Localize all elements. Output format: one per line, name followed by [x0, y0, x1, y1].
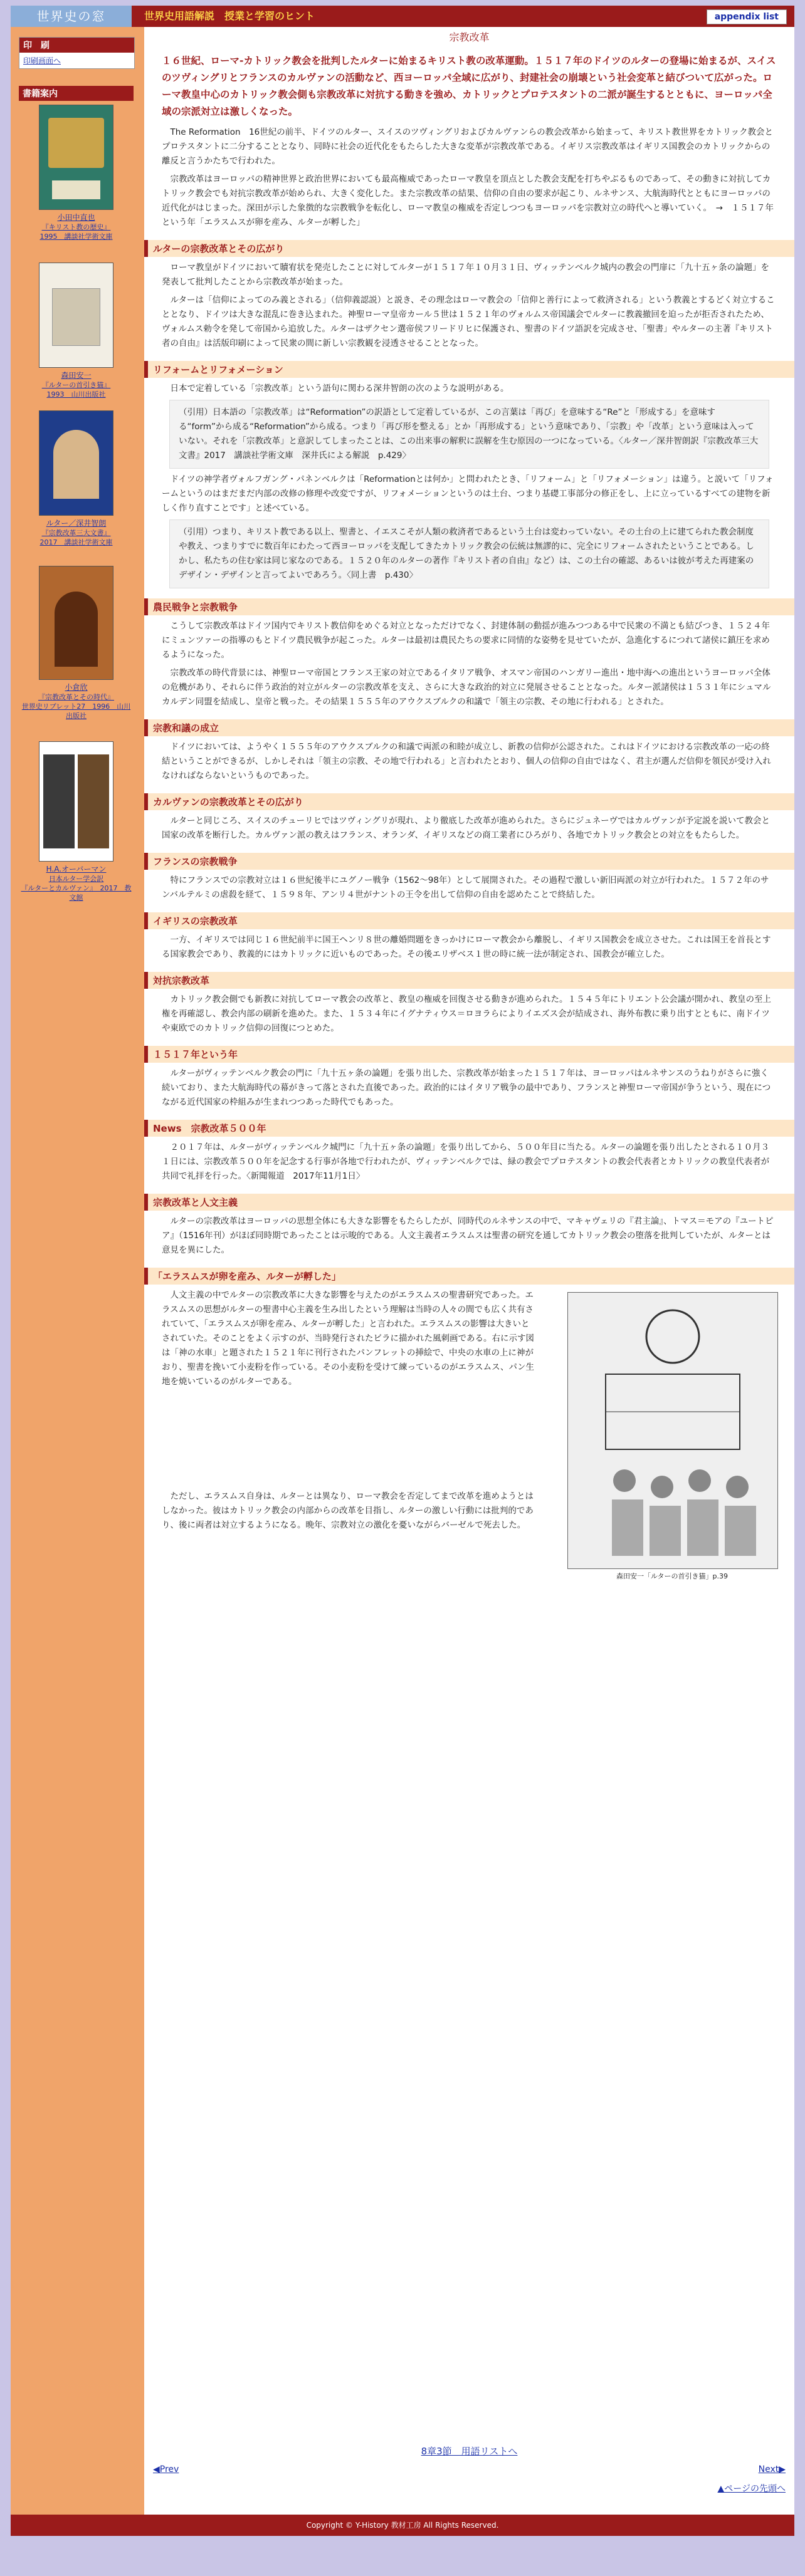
section-heading: １５１７年という年 [144, 1046, 794, 1063]
section-paragraph: ２０１７年は、ルターがヴィッテンベルク城門に「九十五ヶ条の論題」を張り出してから、５００年目に当たる。ルターの論題を張り出したとされる１０月３１日には、宗教改革５００年を記念する行事が各地で行われたが、ヴィッテンベルクでは、緑の教会でプロテスタントの教会代表者とカトリックの教皇代表者が共同で礼拝を行った。〈新聞報道 2017年11月1日〉 [162, 1142, 770, 1181]
sidebar [11, 27, 144, 2515]
book-title[interactable]: 小倉欣 [65, 683, 88, 692]
figure-text-column [144, 1288, 554, 1533]
back-to-top-link[interactable]: ▲ページの先頭へ [717, 2484, 786, 2494]
woodcut-figure [567, 1292, 777, 1582]
book-publisher[interactable]: 1993 山川出版社 [46, 390, 106, 399]
chapter-list-link[interactable] [144, 2444, 794, 2458]
book-item[interactable] [19, 410, 134, 547]
book-title[interactable]: 小田中直也 [57, 213, 95, 222]
section-paragraph: ドイツの神学者ヴォルフガング・パネンベルクは「Reformationとは何か」と問われたとき、「リフォーム」と「リフォメーション」は違う。と説いて「リフォームというのはまだまだ内部の改修の修理や改変ですが、リフォメーションというのは土台、つまり基礎工事部分の修正をし、上に立っているすべての建物を新しく作り直すことです」と述べている。 [162, 474, 774, 513]
section-paragraph: ルターと同じころ、スイスのチューリヒではツヴィングリが現れ、より徹底した改革が進められた。さらにジュネーヴではカルヴァンが予定説を説いて教会と国家の改革を断行した。カルヴァン派の教えはフランス、オランダ、イギリスなどの商工業者にひろがり、各地でカトリック教会との対立をもたらした。 [162, 816, 770, 840]
print-box [19, 37, 135, 69]
figure-section [144, 1288, 794, 1580]
section-heading: カルヴァンの宗教改革とその広がり [144, 793, 794, 810]
chapter-list-anchor[interactable]: 8章3節 用語リストへ [421, 2446, 518, 2457]
section-paragraph: ルターの宗教改革はヨーロッパの思想全体にも大きな影響をもたらしたが、同時代のルネサンスの中で、マキャヴェリの『君主論』、トマス＝モアの『ユートピア』（1516年刊）がほぼ同時期であったことは示唆的である。人文主義者エラスムスは聖書の研究を通してカトリック教会の堕落を批判していたが、ルターとは意見を異にした。 [162, 1216, 774, 1255]
section-heading: 農民戦争と宗教戦争 [144, 598, 794, 615]
book-cover-image[interactable] [39, 566, 113, 680]
book-cover-image[interactable] [39, 410, 113, 516]
section-paragraph: 日本で定着している「宗教改革」という語句に関わる深井智朗の次のような説明がある。 [170, 383, 509, 394]
print-link[interactable]: 印刷画面へ [23, 56, 61, 65]
book-subtitle[interactable]: 日本ルター学会訳 [48, 875, 104, 883]
appendix-list-button[interactable]: appendix list [707, 9, 787, 24]
section-paragraph: ルターは「信仰によってのみ義とされる」（信仰義認説）と説き、その理念はローマ教会の「信仰と善行によって救済される」という教義とするどく対立することとなり、ドイツは大きな混乱に巻き込まれた。神聖ローマ皇帝カール５世は１５２１年のヴォルムス帝国議会でルターに教義撤回を迫ったが拒否されたため、ヴォルムス勅令を発して帝国から追放した。ルターはザクセン選帝侯フリードリヒに保護され、聖書のドイツ語訳を完成させ、「聖書」やルターの主著『キリスト者の自由』は活版印刷によって民衆の間に新しい宗教観を浸透させることとなった。 [162, 295, 775, 348]
page-title: 宗教改革 [449, 31, 490, 43]
prev-link[interactable]: ◀Prev [153, 2464, 179, 2474]
book-title[interactable]: 森田安一 [61, 371, 92, 380]
book-item[interactable] [19, 105, 134, 241]
print-heading: 印 刷 [19, 38, 134, 53]
section-paragraph: ただし、エラスムス自身は、ルターとは異なり、ローマ教会を否定してまで改革を進めようとはしなかった。彼はカトリック教会の内部からの改革を目指し、ルターの激しい行動には批判的であり、後に両者は対立するようになる。晩年、宗教対立の激化を憂いながらバーゼルで死去した。 [162, 1491, 534, 1530]
books-heading: 書籍案内 [19, 86, 134, 101]
section-heading: 宗教和議の成立 [144, 719, 794, 736]
section-heading: イギリスの宗教改革 [144, 912, 794, 929]
intro-paragraph: 宗教改革はヨーロッパの精神世界と政治世界においても最高権威であったローマ教皇を頂点とした教会支配を打ちやぶるものであって、その動きに対抗してカトリック教会でも対抗宗教改革が始められ、大きく変化した。また宗教改革の結果、信仰の自由の要求が起こり、ルネサンス、大航海時代とともにヨーロッパの近代化がはじまった。深田が示した象徴的な宗教戦争を転化し、ローマ教皇の権威を否定しつつもヨーロッパを宗教対立の時代へと導いていく。 → １５１７年という年「エラスムスが卵を産み、ルターが孵した」 [162, 174, 774, 227]
section-paragraph: ローマ教皇がドイツにおいて贖宥状を発売したことに対してルターが１５１７年１０月３１日、ヴィッテンベルク城内の教会の門扉に「九十五ヶ条の論題」を発表して批判したことから宗教改革が始まった。 [162, 263, 770, 287]
section-heading: フランスの宗教戦争 [144, 853, 794, 870]
lead-summary: １６世紀、ローマ-カトリック教会を批判したルターに始まるキリスト教の改革運動。１５１７年のドイツのルターの登場に始まるが、スイスのツヴィングリとフランスのカルヴァンの活動など、西ヨーロッパ全域に広がり、封建社会の崩壊という社会変革と結びついて広がった。ローマ教皇中心のカトリック教会側も宗教改革に対抗する動きを強め、カトリックとプロテスタントの二派が誕生するとともに、ヨーロッパ全域の宗派対立は激しくなった。 [162, 55, 776, 117]
book-publisher[interactable]: 世界史リブレット27 1996 山川出版社 [21, 702, 131, 720]
quote-block: （引用）日本語の「宗教改革」は“Reformation”の訳語として定着しているが、この言葉は「再び」を意味する“Re”と「形成する」を意味する“form”から成る“Reformation”から成る。つまり「再び形を整える」とか「再形成する」という意味であり、「宗教」や「改革」という意味は入っていない。それを「宗教改革」と意訳してしまったことは、この出来事の解釈に誤解を生む原因の一つになっている。〈ルター／深井智朗訳『宗教改革三大文書』2017 講談社学術文庫 深井氏による解説 p.429〉 [169, 400, 769, 469]
book-cover-image[interactable] [39, 741, 113, 862]
section-title: 世界史用語解説 授業と学習のヒント [144, 10, 315, 22]
book-subtitle[interactable]: 『ルターの首引き猫』 [41, 381, 111, 389]
section-paragraph: こうして宗教改革はドイツ国内でキリスト教信仰をめぐる対立となっただけでなく、封建体制の動揺が進みつつある中で民衆の不満とも結びつき、１５２４年にミュンツァーの指導のもとドイツ農民戦争が起こった。ルターは最初は農民たちの要求に同情的な姿勢を見せていたが、急進化するにつれて諸侯に鎮圧を求めるようになった。 [162, 621, 770, 660]
book-item[interactable] [19, 566, 134, 721]
book-subtitle[interactable]: 『キリスト教の歴史』 [41, 223, 111, 231]
book-title[interactable]: H.A.オーバーマン [46, 865, 107, 873]
book-item[interactable] [19, 263, 134, 399]
footer [11, 2515, 794, 2536]
book-publisher[interactable]: 1995 講談社学術文庫 [39, 232, 113, 241]
section-heading: 対抗宗教改革 [144, 972, 794, 989]
book-publisher[interactable]: 『ルターとカルヴァン』 2017 教文館 [21, 884, 132, 902]
section-heading: 「エラスムスが卵を産み、ルターが孵した」 [144, 1268, 794, 1285]
section-paragraph: 人文主義の中でルターの宗教改革に大きな影響を与えたのがエラスムスの聖書研究であった。エラスムスの思想がルターの聖書中心主義を生み出したという理解は当時の人々の間でも広く共有されていて、「エラスムスが卵を産み、ルターが孵した」と言われた。エラスムスの影響は大きいとされていた。そのことをよく示すのが、当時発行されたビラに描かれた風刺画である。右に示す図は「神の水車」と題された１５２１年に刊行されたパンフレットの挿絵で、中央の水車の上に神がおり、聖書を挽いて小麦粉を作っている。その小麦粉を受けて練っているのがエラスムス、パン生地を焼いているのがルターである。 [162, 1290, 534, 1387]
book-publisher[interactable]: 2017 講談社学術文庫 [39, 538, 113, 546]
quote-block: （引用）つまり、キリスト教である以上、聖書と、イエスこそが人類の救済者であるという土台は変わっていない。その土台の上に建てられた教会制度や教え、つまりすでに数百年にわたって西ヨーロッパを支配してきたカトリック教会の伝統は無謬的に、完全にリフォームされたということである。しかし、私たちの住む家は同じ家なのである。１５２０年のルターの著作『キリスト者の自由』など）は、この土台の確認、あるいは彼が考えた再建案のデザイン・デザインと言ってよいであろう。〈同上書 p.430〉 [169, 519, 769, 588]
section-paragraph: 特にフランスでの宗教対立は１６世紀後半にユグノー戦争（1562〜98年）として展開された。その過程で激しい新旧両派の対立が行われた。１５７２年のサンバルテルミの虐殺を経て、１５９８年、アンリ４世がナントの王令を出して信仰の自由を認めたことで終結した。 [162, 875, 769, 900]
intro-paragraph: The Reformation 16世紀の前半、ドイツのルター、スイスのツヴィングリおよびカルヴァンらの教会改革から始まって、キリスト教世界をカトリック教会とプロテスタントに二分することとなり、同時に社会の近代化をもたらした大きな変革が宗教改革である。イギリス宗教改革はイギリス国教会のカトリックからの離反と言うかたちで行われた。 [162, 127, 774, 166]
book-title[interactable]: ルター／深井智朗 [46, 519, 107, 528]
section-heading: 宗教改革と人文主義 [144, 1194, 794, 1211]
section-paragraph: 宗教改革の時代背景には、神聖ローマ帝国とフランス王家の対立であるイタリア戦争、オスマン帝国のハンガリー進出・地中海への進出というヨーロッパ全体の危機があり、それらに伴う政治的対立がルターの宗教改革を支え、さらに大きな政治的対立に発展させることとなった。ルター派諸侯は１５３１年にシュマルカルデン同盟を結成し、皇帝と戦った。その結果１５５５年のアウクスブルクの和議で「領主の宗教、その地に行われる」とされた。 [162, 668, 771, 707]
copyright-text: Copyright © Y-History 教材工房 All Rights Reserved. [306, 2521, 499, 2530]
book-subtitle[interactable]: 『宗教改革三大文書』 [41, 529, 111, 537]
main-content [144, 27, 794, 2515]
section-paragraph: ドイツにおいては、ようやく１５５５年のアウクスブルクの和議で両派の和睦が成立し、新教の信仰が公認された。これはドイツにおける宗教改革の一応の終結ということができるが、しかしそれは「領主の宗教、その地で行われる」と言われたとおり、個人の信仰の自由ではなく、君主が選んだ信仰を領民が受け入れなければならないというものであった。 [162, 742, 771, 781]
top-bar [11, 6, 794, 27]
section-heading: リフォームとリフォメーション [144, 361, 794, 378]
site-logo[interactable]: 世界史の窓 [11, 6, 132, 27]
figure-caption: 森田安一「ルターの首引き猫」p.39 [616, 1572, 729, 1580]
book-subtitle[interactable]: 『宗教改革とその時代』 [38, 693, 114, 701]
section-heading: ルターの宗教改革とその広がり [144, 240, 794, 257]
book-item[interactable] [19, 741, 134, 902]
section-paragraph: カトリック教会側でも新教に対抗してローマ教会の改革と、教皇の権威を回復させる動きが進められた。１５４５年にトリエント公会議が開かれ、教皇の至上権を再確認し、教会内部の刷新を進めた。また、１５３４年にイグナティウス＝ロヨラらによりイエズス会が結成され、海外布教に乗り出すとともに、南ドイツや東欧でのカトリック信仰の回復につとめた。 [162, 994, 771, 1033]
next-link[interactable]: Next▶ [758, 2464, 786, 2474]
woodcut-illustration [567, 1292, 778, 1569]
section-paragraph: 一方、イギリスでは同じ１６世紀前半に国王ヘンリ８世の離婚問題をきっかけにローマ教会から離脱し、イギリス国教会を成立させた。これは国王を首長とする国家教会であり、教義的にはカトリックに近いものであった。その後エリザベス１世の時に統一法が制定され、国教会が確立した。 [162, 935, 771, 959]
news-heading: News 宗教改革５００年 [144, 1120, 794, 1137]
section-paragraph: ルターがヴィッテンベルク教会の門に「九十五ヶ条の論題」を張り出した、宗教改革が始まった１５１７年は、ヨーロッパはルネサンスのうねりがさらに強く続いており、また大航海時代の幕がきって落とされた直後であった。政治的にはイタリア戦争の最中であり、フランスと神聖ローマ帝国が争うという、現在につながる近代国家の枠組みが生まれつつあった時代でもあった。 [162, 1068, 771, 1107]
book-cover-image[interactable] [39, 263, 113, 368]
book-cover-image[interactable] [39, 105, 113, 210]
